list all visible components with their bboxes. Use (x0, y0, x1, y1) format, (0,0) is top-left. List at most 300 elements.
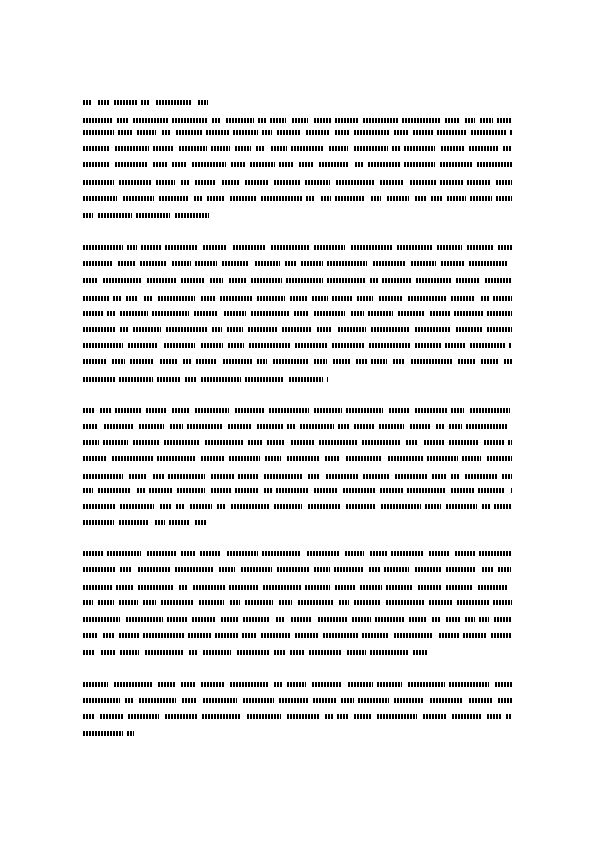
text-word (119, 600, 138, 605)
text-word (487, 311, 512, 316)
text-word (143, 633, 184, 638)
text-word (231, 504, 270, 509)
text-word (352, 617, 371, 622)
text-word (245, 600, 273, 605)
text-word (440, 180, 463, 185)
text-line (83, 731, 134, 736)
text-word (83, 474, 123, 479)
text-word (455, 551, 475, 556)
text-word (230, 196, 256, 201)
text-word (211, 474, 234, 479)
text-word (166, 327, 207, 332)
text-word (176, 130, 202, 135)
text-word (155, 520, 165, 525)
text-word (195, 261, 217, 266)
text-word (463, 633, 486, 638)
text-word (371, 327, 409, 332)
text-word (83, 311, 103, 316)
text-word (172, 118, 208, 123)
text-word (235, 408, 265, 413)
text-word (257, 359, 267, 364)
text-word (327, 377, 328, 382)
text-word (147, 551, 177, 556)
text-word (229, 585, 259, 590)
text-word (165, 245, 197, 250)
text-word (196, 359, 217, 364)
text-word (432, 474, 446, 479)
text-word (369, 343, 410, 348)
text-word (257, 296, 285, 301)
text-word (386, 600, 425, 605)
text-word (158, 682, 175, 687)
text-word (195, 408, 229, 413)
text-word (392, 146, 400, 151)
text-word (354, 130, 389, 135)
text-word (398, 311, 424, 316)
text-word (299, 162, 313, 167)
text-word (149, 488, 173, 493)
text-word (477, 162, 512, 167)
text-word (446, 504, 477, 509)
text-word (282, 327, 311, 332)
text-word (231, 162, 245, 167)
text-word (496, 196, 512, 201)
text-word (223, 359, 253, 364)
text-word (138, 585, 174, 590)
text-word (354, 146, 388, 151)
text-word (430, 698, 463, 703)
text-word (425, 504, 441, 509)
text-word (190, 504, 212, 509)
text-word (220, 296, 253, 301)
text-line (83, 213, 210, 218)
text-word (235, 146, 251, 151)
text-word (83, 180, 114, 185)
text-word (83, 100, 92, 105)
text-word (125, 698, 134, 703)
text-word (83, 424, 98, 429)
text-word (183, 359, 192, 364)
text-word (397, 245, 433, 250)
text-word (380, 180, 404, 185)
text-word (141, 100, 150, 105)
text-word (172, 162, 186, 167)
text-line (83, 567, 512, 572)
text-word (83, 343, 123, 348)
text-word (147, 278, 176, 283)
text-word (153, 474, 164, 479)
text-word (255, 261, 280, 266)
text-word (233, 130, 258, 135)
text-word (182, 698, 197, 703)
text-word (368, 311, 393, 316)
text-word (357, 296, 373, 301)
text-word (192, 162, 226, 167)
text-word (181, 278, 205, 283)
text-word (242, 633, 257, 638)
text-word (395, 474, 428, 479)
text-word (287, 456, 319, 461)
text-word (118, 261, 135, 266)
text-word (332, 343, 364, 348)
text-word (137, 130, 156, 135)
text-word (337, 714, 348, 719)
text-word (503, 146, 512, 151)
text-word (482, 504, 490, 509)
text-word (172, 408, 189, 413)
text-word (83, 682, 108, 687)
text-word (219, 567, 235, 572)
text-word (457, 600, 489, 605)
text-word (210, 278, 223, 283)
text-word (413, 650, 428, 655)
text-word (247, 714, 281, 719)
text-word (508, 440, 512, 445)
text-word (277, 567, 309, 572)
text-word (430, 311, 450, 316)
text-line (83, 343, 512, 348)
text-line (83, 600, 512, 605)
text-word (146, 408, 167, 413)
text-word (356, 359, 367, 364)
text-word (371, 359, 387, 364)
text-word (229, 278, 247, 283)
text-word (497, 118, 512, 123)
text-word (264, 488, 272, 493)
text-word (479, 617, 489, 622)
text-word (431, 196, 442, 201)
text-word (119, 377, 153, 382)
text-word (203, 245, 227, 250)
text-word (83, 633, 98, 638)
text-word (202, 714, 241, 719)
text-word (470, 408, 510, 413)
text-line (83, 650, 428, 655)
text-word (271, 245, 309, 250)
text-word (308, 504, 340, 509)
text-word (429, 600, 452, 605)
text-word (389, 408, 410, 413)
text-word (451, 474, 460, 479)
text-word (347, 650, 366, 655)
text-word (408, 296, 446, 301)
text-word (137, 488, 145, 493)
text-word (279, 162, 293, 167)
text-word (394, 698, 424, 703)
text-word (212, 327, 222, 332)
text-word (494, 617, 512, 622)
text-word (168, 474, 205, 479)
text-word (133, 440, 159, 445)
text-word (445, 343, 465, 348)
text-word (217, 504, 226, 509)
text-word (346, 504, 375, 509)
text-word (83, 213, 93, 218)
text-line (83, 617, 512, 622)
text-word (415, 196, 426, 201)
text-word (165, 714, 197, 719)
text-word (227, 551, 258, 556)
text-word (449, 424, 462, 429)
text-word (175, 213, 209, 218)
text-word (346, 456, 382, 461)
text-word (498, 698, 512, 703)
text-word (129, 474, 147, 479)
text-line (83, 261, 512, 266)
text-word (437, 130, 467, 135)
text-word (333, 359, 351, 364)
text-word (226, 118, 254, 123)
text-word (290, 650, 304, 655)
text-word (164, 343, 195, 348)
text-word (418, 585, 442, 590)
text-word (140, 261, 167, 266)
text-word (153, 162, 168, 167)
text-word (381, 504, 421, 509)
text-word (83, 359, 107, 364)
text-word (114, 100, 137, 105)
text-word (470, 196, 492, 201)
text-word (270, 118, 286, 123)
text-word (263, 585, 301, 590)
text-word (325, 714, 333, 719)
text-word (440, 162, 473, 167)
text-word (152, 311, 189, 316)
text-word (287, 682, 306, 687)
text-word (119, 520, 149, 525)
text-word (415, 327, 451, 332)
text-word (491, 633, 512, 638)
text-line (83, 327, 512, 332)
text-word (261, 196, 302, 201)
text-word (262, 551, 301, 556)
text-word (175, 567, 214, 572)
text-line (83, 130, 512, 135)
text-word (354, 424, 374, 429)
text-word (103, 278, 141, 283)
text-word (478, 585, 508, 590)
text-word (98, 488, 131, 493)
text-word (228, 343, 244, 348)
text-word (83, 130, 114, 135)
text-word (467, 180, 491, 185)
text-word (205, 440, 244, 445)
text-word (194, 196, 202, 201)
text-word (335, 585, 356, 590)
text-word (160, 504, 171, 509)
text-line (83, 118, 512, 123)
text-word (230, 682, 269, 687)
text-line (83, 474, 512, 479)
text-word (83, 714, 94, 719)
text-word (327, 278, 365, 283)
text-word (195, 180, 216, 185)
text-word (495, 682, 512, 687)
text-word (103, 633, 114, 638)
text-word (83, 162, 110, 167)
text-word (162, 130, 170, 135)
text-word (393, 359, 405, 364)
text-word (145, 650, 184, 655)
text-word (407, 488, 446, 493)
text-word (128, 343, 158, 348)
text-word (386, 585, 413, 590)
text-word (362, 440, 400, 445)
text-word (415, 567, 442, 572)
text-word (484, 440, 504, 445)
text-word (292, 118, 308, 123)
text-word (230, 600, 240, 605)
text-word (115, 408, 142, 413)
text-word (446, 585, 472, 590)
text-word (451, 408, 464, 413)
text-word (243, 698, 274, 703)
text-word (276, 488, 308, 493)
text-word (449, 440, 478, 445)
text-word (447, 196, 466, 201)
text-word (222, 261, 249, 266)
text-word (380, 488, 403, 493)
text-line (83, 682, 512, 687)
text-word (354, 600, 381, 605)
text-word (169, 520, 189, 525)
text-word (487, 327, 512, 332)
text-word (305, 180, 330, 185)
text-word (465, 118, 475, 123)
text-word (187, 424, 222, 429)
text-word (498, 567, 511, 572)
text-word (312, 296, 328, 301)
text-word (338, 424, 349, 429)
text-word (295, 633, 319, 638)
text-word (369, 567, 380, 572)
text-word (451, 296, 475, 301)
text-word (306, 196, 315, 201)
text-word (480, 118, 493, 123)
text-word (363, 474, 389, 479)
text-word (98, 213, 132, 218)
text-word (176, 504, 184, 509)
text-word (116, 585, 133, 590)
text-word (321, 196, 331, 201)
text-word (277, 130, 301, 135)
text-word (224, 311, 246, 316)
text-word (181, 180, 189, 185)
text-word (126, 617, 163, 622)
text-word (215, 633, 238, 638)
text-word (172, 261, 191, 266)
text-word (456, 327, 483, 332)
text-word (451, 488, 474, 493)
text-word (130, 359, 154, 364)
text-word (141, 245, 161, 250)
text-word (318, 617, 348, 622)
text-word (276, 617, 285, 622)
text-word (207, 196, 225, 201)
text-word (211, 146, 230, 151)
text-word (117, 118, 128, 123)
text-word (341, 698, 354, 703)
text-word (290, 296, 307, 301)
text-word (511, 488, 512, 493)
text-word (441, 261, 465, 266)
text-word (415, 343, 441, 348)
text-word (409, 617, 426, 622)
text-word (201, 343, 223, 348)
text-word (408, 682, 445, 687)
text-word (265, 456, 281, 461)
text-word (256, 146, 265, 151)
text-word (120, 504, 154, 509)
text-word (300, 424, 334, 429)
text-word (153, 146, 173, 151)
text-word (454, 311, 483, 316)
text-word (441, 146, 465, 151)
text-word (133, 327, 161, 332)
text-word (404, 162, 435, 167)
text-word (509, 343, 512, 348)
text-word (370, 551, 387, 556)
text-line (83, 408, 512, 413)
text-word (375, 617, 404, 622)
text-word (249, 343, 290, 348)
text-word (189, 650, 198, 655)
text-word (351, 311, 364, 316)
text-word (502, 474, 512, 479)
text-word (504, 359, 512, 364)
text-word (291, 617, 312, 622)
text-word (285, 261, 297, 266)
text-word (487, 714, 502, 719)
text-word (493, 296, 512, 301)
text-word (127, 245, 137, 250)
text-word (346, 408, 383, 413)
text-word (387, 196, 409, 201)
text-word (411, 261, 436, 266)
text-word (336, 180, 374, 185)
text-word (370, 650, 409, 655)
text-word (83, 196, 117, 201)
text-line (83, 698, 512, 703)
text-word (133, 118, 168, 123)
text-word (327, 261, 367, 266)
text-word (478, 488, 505, 493)
text-word (416, 278, 452, 283)
text-line (83, 714, 512, 719)
text-word (411, 359, 452, 364)
text-word (394, 633, 433, 638)
text-word (323, 633, 358, 638)
text-line (83, 424, 512, 429)
text-word (377, 714, 417, 719)
text-word (83, 600, 93, 605)
text-word (83, 504, 115, 509)
text-word (120, 311, 148, 316)
text-word (469, 146, 498, 151)
text-word (481, 296, 489, 301)
text-word (363, 118, 398, 123)
text-word (269, 408, 309, 413)
text-word (388, 456, 423, 461)
text-word (287, 424, 296, 429)
text-word (465, 617, 475, 622)
text-word (335, 130, 349, 135)
text-word (159, 196, 189, 201)
text-word (332, 296, 352, 301)
text-word (127, 731, 134, 736)
text-word (245, 377, 283, 382)
text-word (241, 567, 272, 572)
